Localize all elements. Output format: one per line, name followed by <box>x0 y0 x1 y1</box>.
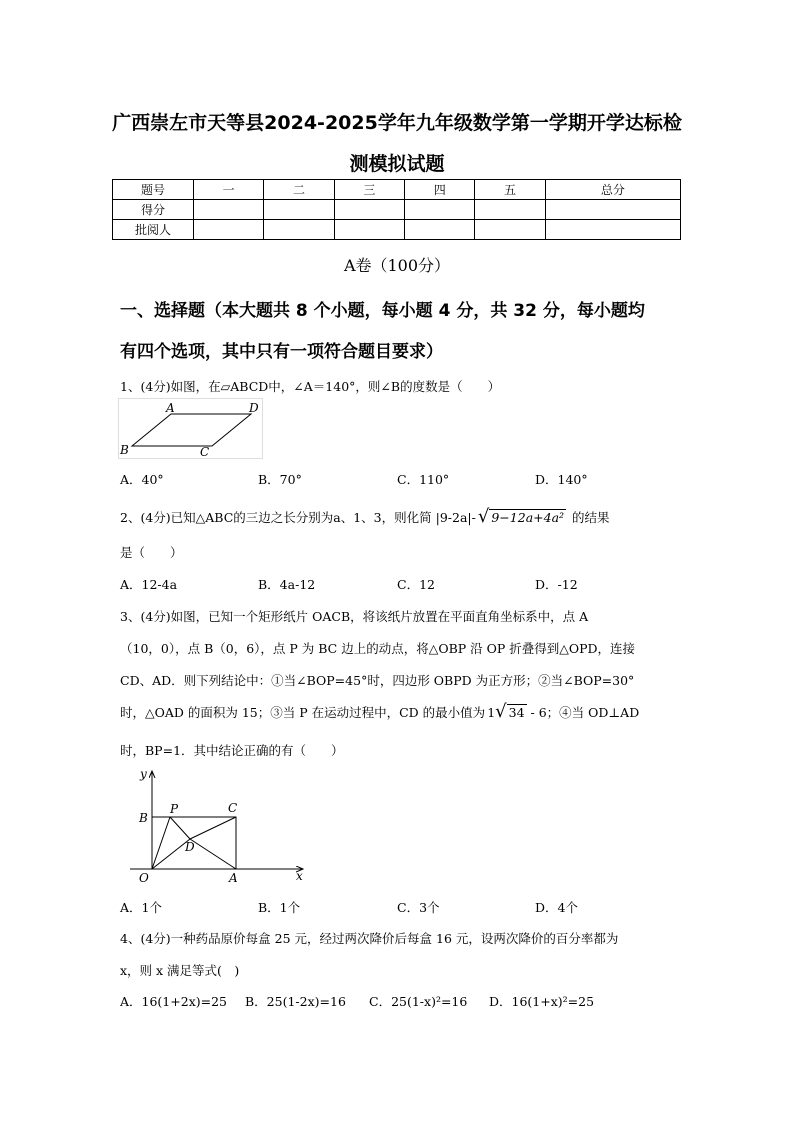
q4-option-b[interactable]: B．25(1-2x)=16 <box>245 994 346 1009</box>
segment-pd <box>170 817 190 839</box>
segment-ad <box>190 839 236 869</box>
label-x: x <box>296 869 303 883</box>
question-2-line-1 <box>120 508 610 526</box>
question-3-line-5: 时，BP=1．其中结论正确的有（ ） <box>120 743 344 758</box>
header-cell: 五 <box>475 180 545 200</box>
q4-option-d[interactable]: D．16(1+x)²=25 <box>489 994 595 1009</box>
header-cell: 三 <box>334 180 404 200</box>
score-cell[interactable] <box>405 220 475 240</box>
volume-heading: A卷（100分） <box>343 256 451 275</box>
q1-option-c[interactable]: C．110° <box>397 472 450 487</box>
score-cell[interactable] <box>334 220 404 240</box>
score-table-row <box>113 200 681 220</box>
q1-option-a[interactable]: A．40° <box>120 472 164 487</box>
q2-abs-expr: |9-2a|- <box>435 509 476 525</box>
header-cell: 总分 <box>545 180 680 200</box>
q3-option-b[interactable]: B．1个 <box>258 900 301 915</box>
parallelogram-figure <box>118 398 264 460</box>
score-cell[interactable] <box>405 200 475 220</box>
label-d: D <box>249 401 259 415</box>
label-o: O <box>139 871 149 885</box>
q3-sqrt-value: 34 <box>508 705 525 720</box>
radical-sign: √ <box>477 506 490 527</box>
label-b: B <box>139 811 148 825</box>
section-heading-line-1: 一、选择题（本大题共 8 个小题，每小题 4 分，共 32 分，每小题均 <box>120 301 645 321</box>
segment-op <box>152 817 170 869</box>
q3-option-c[interactable]: C．3个 <box>397 900 440 915</box>
q1-option-b[interactable]: B．70° <box>258 472 302 487</box>
header-cell: 一 <box>194 180 264 200</box>
row-label: 得分 <box>113 200 194 220</box>
question-3-line-1: 3、(4分)如图，已知一个矩形纸片 OACB，将该纸片放置在平面直角坐标系中，点 A <box>120 609 589 624</box>
q2-text-b: 的结果 <box>572 510 610 525</box>
label-d: D <box>185 840 195 854</box>
q2-sqrt-expr: 9−12a+4a² <box>491 510 565 525</box>
radical-sign: √ <box>495 701 507 722</box>
label-y: y <box>140 767 147 781</box>
parallelogram-abcd <box>132 414 251 446</box>
title-line-1: 广西崇左市天等县2024-2025学年九年级数学第一学期开学达标检 <box>112 112 682 134</box>
label-b: B <box>120 443 129 457</box>
score-table-header-row <box>113 180 681 200</box>
q2-option-c[interactable]: C．12 <box>397 577 435 592</box>
q2-option-d[interactable]: D．-12 <box>535 577 578 592</box>
score-table <box>112 179 681 240</box>
q4-option-a[interactable]: A．16(1+2x)=25 <box>120 994 227 1009</box>
q2-option-a[interactable]: A．12-4a <box>120 577 178 592</box>
label-a: A <box>166 401 175 415</box>
question-4-line-2: x，则 x 满足等式( ) <box>120 963 240 978</box>
q4-option-c[interactable]: C．25(1-x)²=16 <box>369 994 468 1009</box>
score-cell[interactable] <box>194 200 264 220</box>
q2-text-a: 2、(4分)已知△ABC的三边之长分别为a、1、3，则化简 <box>120 510 432 525</box>
figure-frame <box>119 399 263 459</box>
score-cell[interactable] <box>475 220 545 240</box>
q2-sqrt <box>477 506 566 527</box>
label-p: P <box>170 802 179 816</box>
question-4-line-1: 4、(4分)一种药品原价每盒 25 元，经过两次降价后每盒 16 元，设两次降价的百分率都为 <box>120 931 619 946</box>
section-heading-line-2: 有四个选项，其中只有一项符合题目要求） <box>120 342 443 362</box>
question-3-line-4 <box>120 703 639 721</box>
score-cell[interactable] <box>194 220 264 240</box>
q3-option-a[interactable]: A．1个 <box>120 900 162 915</box>
segment-cd <box>190 817 236 839</box>
label-c: C <box>228 801 238 815</box>
score-table-row <box>113 220 681 240</box>
q3-option-d[interactable]: D．4个 <box>535 900 578 915</box>
q1-option-d[interactable]: D．140° <box>535 472 588 487</box>
score-cell[interactable] <box>545 220 680 240</box>
q3-sqrt-coef: 1 <box>487 704 496 720</box>
question-3-line-2: （10，0），点 B（0，6），点 P 为 BC 边上的动点，将△OBP 沿 OP 折叠得到△OPD，连接 <box>120 641 636 656</box>
question-1-text: 1、(4分)如图，在▱ABCD中，∠A＝140°，则∠B的度数是（ ） <box>120 379 501 394</box>
score-cell[interactable] <box>264 220 334 240</box>
score-cell[interactable] <box>334 200 404 220</box>
label-a: A <box>229 871 238 885</box>
coordinate-figure <box>130 764 310 886</box>
q2-option-b[interactable]: B．4a-12 <box>258 577 316 592</box>
question-2-line-2: 是（ ） <box>120 545 183 560</box>
title-line-2: 测模拟试题 <box>349 153 445 175</box>
row-label: 批阅人 <box>113 220 194 240</box>
header-cell: 四 <box>405 180 475 200</box>
score-cell[interactable] <box>264 200 334 220</box>
header-cell: 二 <box>264 180 334 200</box>
q3-line4-text-b: - 6；④当 OD⊥AD <box>530 705 640 720</box>
label-c: C <box>200 445 210 459</box>
score-cell[interactable] <box>545 200 680 220</box>
q3-sqrt <box>495 701 526 722</box>
score-cell[interactable] <box>475 200 545 220</box>
question-3-line-3: CD、AD．则下列结论中：①当∠BOP=45°时，四边形 OBPD 为正方形；②当∠BOP=30° <box>120 673 635 688</box>
header-cell: 题号 <box>113 180 194 200</box>
q3-line4-text-a: 时，△OAD 的面积为 15；③当 P 在运动过程中，CD 的最小值为 <box>120 705 486 720</box>
